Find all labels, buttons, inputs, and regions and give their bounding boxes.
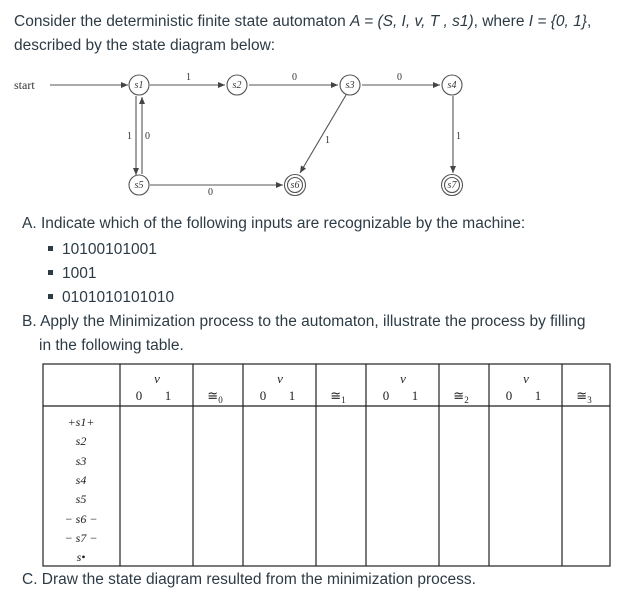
automaton-tuple: A = (S, I, v, T , s1) [350,13,474,30]
col-1-header-3: 1 [534,388,542,403]
question-b-line1: B. Apply the Minimization process to the automaton, illustrate the process by filling [22,313,586,330]
edge-label-s5-s6: 0 [208,187,213,198]
equiv-header-3: $≅_3$ [576,388,592,405]
state-diagram [0,60,631,210]
state-label-s1: s1 [134,80,144,91]
row-label: s4 [75,473,87,487]
edge-label-s1-s5: 1 [127,131,132,142]
col-1-header-1: 1 [288,388,296,403]
input-string: 10100101001 [62,241,157,258]
row-label: − s7 − [64,531,98,545]
nu-header-2: ν [400,371,406,386]
input-item [48,286,174,310]
edge-label-s3-s4: 0 [397,72,402,83]
col-1-header-2: 1 [411,388,419,403]
equiv-header-1: $≅_1$ [330,388,346,405]
intro-mid: , where [473,13,529,30]
equiv-header-0: $≅_0$ [207,388,223,405]
edge-label-s2-s3: 0 [292,72,297,83]
row-label: − s6 − [64,512,98,526]
input-string: 0101010101010 [62,289,175,306]
problem-intro [14,10,619,58]
state-label-s7: s7 [447,180,457,191]
state-label-s5: s5 [134,180,144,191]
state-label-s2: s2 [232,80,242,91]
edge-label-s1-s2: 1 [186,72,191,83]
intro-suffix: , [586,13,592,30]
input-set: I = {0, 1} [528,13,587,30]
input-item [48,262,174,286]
input-list [48,238,174,310]
question-b [22,310,622,358]
col-0-header-3: 0 [505,388,513,403]
col-0-header-0: 0 [135,388,143,403]
row-label: s• [76,550,86,564]
nu-header-1: ν [277,371,283,386]
row-label: s2 [75,434,87,448]
col-1-header-0: 1 [164,388,172,403]
question-a: A. Indicate which of the following inputs are recognizable by the machine: [22,215,526,232]
bullet-icon [48,294,53,299]
table-border [43,364,610,566]
nu-header-3: ν [523,371,529,386]
col-0-header-1: 0 [259,388,267,403]
state-label-s3: s3 [345,80,355,91]
state-label-s6: s6 [290,180,300,191]
row-label: s5 [75,492,87,506]
row-label: s3 [75,454,87,468]
col-0-header-2: 0 [382,388,390,403]
minimization-table [0,360,631,570]
edge-s3-s6 [300,95,346,173]
input-string: 1001 [62,265,97,282]
start-label: start [14,78,35,92]
equiv-header-2: $≅_2$ [453,388,469,405]
question-b-line2: in the following table. [39,337,184,354]
bullet-icon [48,270,53,275]
state-label-s4: s4 [447,80,457,91]
bullet-icon [48,246,53,251]
input-item [48,238,174,262]
edge-label-s4-s7: 1 [456,131,461,142]
intro-line2: described by the state diagram below: [14,37,276,54]
edge-label-s5-s1: 0 [145,131,150,142]
edge-label-s3-s6: 1 [325,135,330,146]
intro-prefix: Consider the deterministic finite state automaton [14,13,351,30]
question-c: C. Draw the state diagram resulted from the minimization process. [22,571,476,588]
nu-header-0: ν [154,371,160,386]
row-label: +s1+ [67,415,95,429]
